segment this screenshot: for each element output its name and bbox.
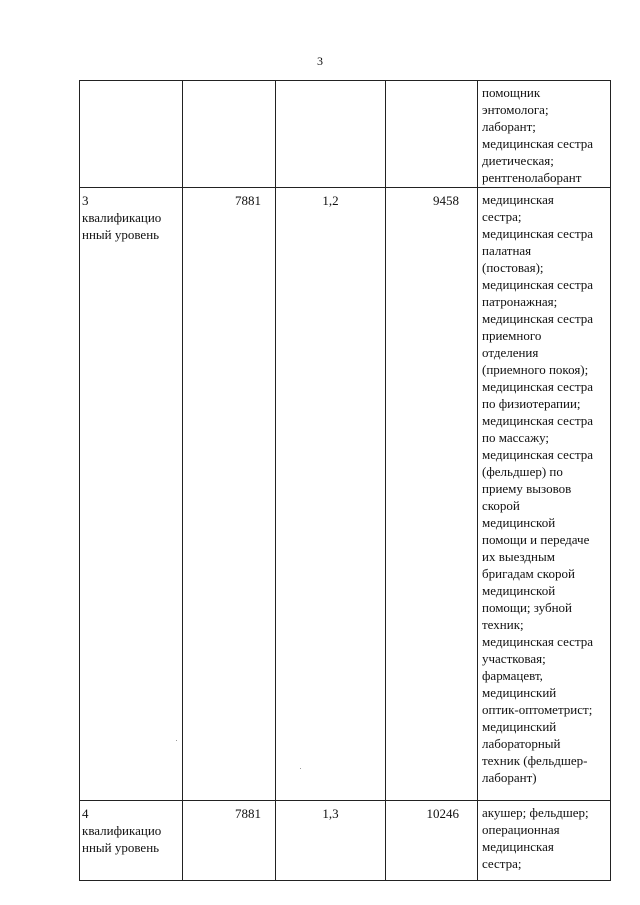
level-text: 3 квалификацио нный уровень [82,193,162,242]
salary-cell [183,801,276,881]
scan-speck [300,768,301,769]
salary-value: 7881 [235,193,261,208]
positions-list: акушер; фельдшер; операционная медицинская сестра; [482,805,589,871]
qualification-table [79,80,611,881]
table-row [80,801,611,881]
positions-list: помощник энтомолога; лаборант; медицинская сестра диетическая; рентгенолаборант [482,85,594,185]
total-cell [386,81,478,188]
table-row [80,188,611,801]
total-cell [386,801,478,881]
coefficient-cell [276,188,386,801]
salary-value [183,81,275,85]
positions-cell [478,81,611,188]
coefficient-cell [276,801,386,881]
total-value: 9458 [433,193,459,208]
table-row [80,81,611,188]
coefficient-value [276,81,385,85]
total-value [386,81,477,85]
level-cell [80,81,183,188]
salary-cell [183,81,276,188]
level-text: 4 квалификацио нный уровень [82,806,162,855]
level-text [80,81,182,85]
salary-cell [183,188,276,801]
scan-speck [176,740,177,741]
coefficient-value: 1,3 [322,806,339,821]
total-value: 10246 [426,806,459,821]
coefficient-value: 1,2 [322,193,339,208]
level-cell [80,801,183,881]
salary-value: 7881 [235,806,261,821]
positions-cell [478,188,611,801]
page-number: 3 [317,54,323,68]
positions-list: медицинская сестра; медицинская сестра палатная (постовая); медицинская сестра патронажная; медицинская сестра приемного отделения (приемного покоя); медицинская сестра по физиотерапии; медицинская сестра по массажу; медицинская сестра (фельдшер) по приему вызовов скорой медицинской помощи и передаче их выездным бригадам скорой медицинской помощи; зубной техник; медицинская сестра участковая; фармацевт, медицинский оптик-оптометрист; медицинский лабораторный техник (фельдшер- лаборант) [482,192,594,785]
positions-cell [478,801,611,881]
level-cell [80,188,183,801]
coefficient-cell [276,81,386,188]
total-cell [386,188,478,801]
